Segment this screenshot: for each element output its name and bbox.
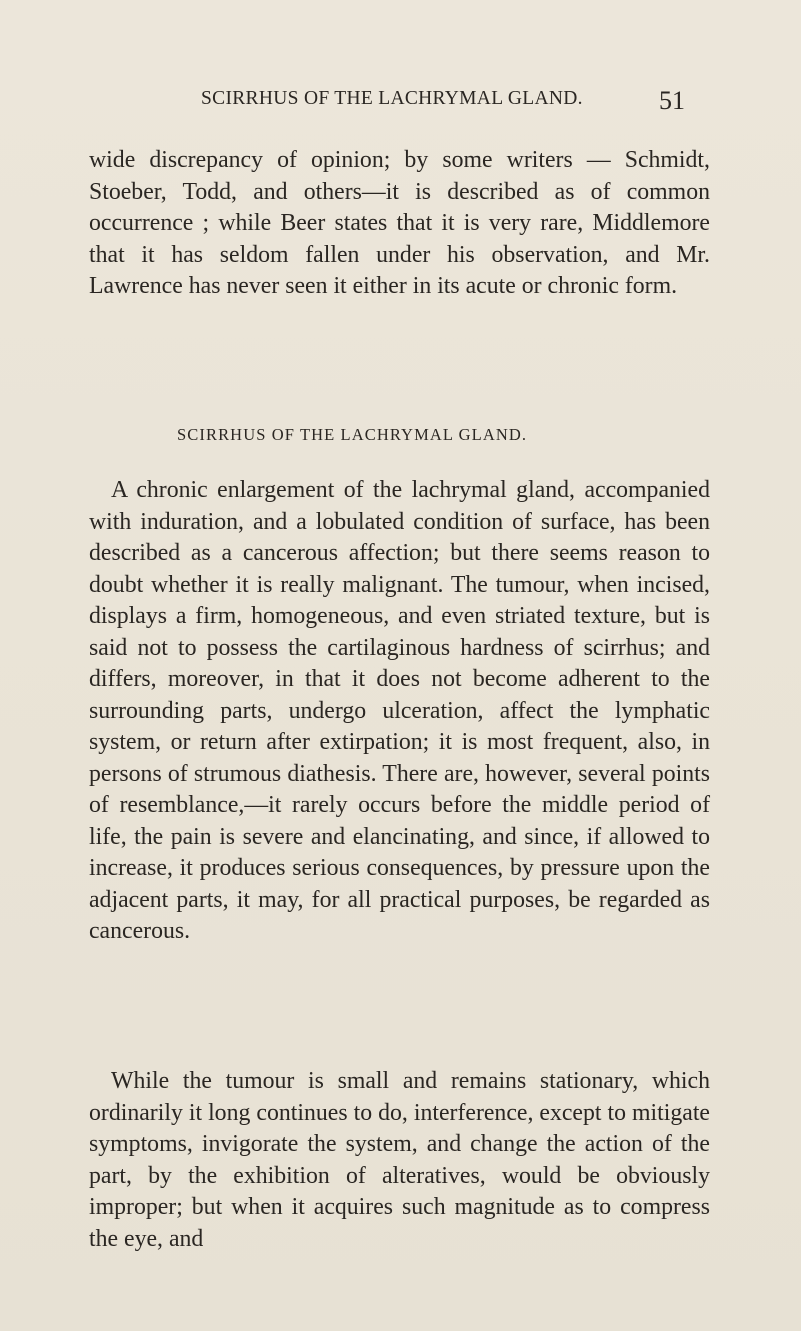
page-number: 51 — [659, 86, 685, 115]
paragraph-scirrhus-description: A chronic enlargement of the lachrymal gland, accompanied with induration, and a lobulated condition of surface, has been described as a cancerous affection; but there seems reason to doubt whether it is really malignant. The tumour, when incised, displays a firm, homogeneous, and even striated texture, but is said not to possess the cartilaginous hardness of scirrhus; and differs, moreover, in that it does not become adherent to the surrounding parts, undergo ulceration, affect the lymphatic system, or return after extirpation; it is most frequent, also, in persons of strumous diathesis. There are, however, several points of resemblance,—it rarely occurs before the middle period of life, the pain is severe and elancinating, and since, if allowed to increase, it produces serious consequences, by pressure upon the adjacent parts, it may, for all practical purposes, be regarded as cancerous. — [89, 477, 710, 944]
running-head: SCIRRHUS OF THE LACHRYMAL GLAND. — [201, 88, 583, 109]
paragraph-treatment: While the tumour is small and remains stationary, which ordinarily it long continues to do, interference, except to mitigate symptoms, invigorate the system, and change the action of the part, by the exhibition of alteratives, would be obviously improper; but when it acquires such magnitude as to compress the eye, and — [89, 1068, 710, 1252]
paragraph-continuation: wide discrepancy of opinion; by some writers — Schmidt, Stoeber, Todd, and others—it is described as of common occurrence ; while Beer states that it is very rare, Middlemore that it has seldom fallen under his observation, and Mr. Lawrence has never seen it either in its acute or chronic form. — [89, 147, 710, 299]
section-heading: SCIRRHUS OF THE LACHRYMAL GLAND. — [177, 425, 528, 444]
